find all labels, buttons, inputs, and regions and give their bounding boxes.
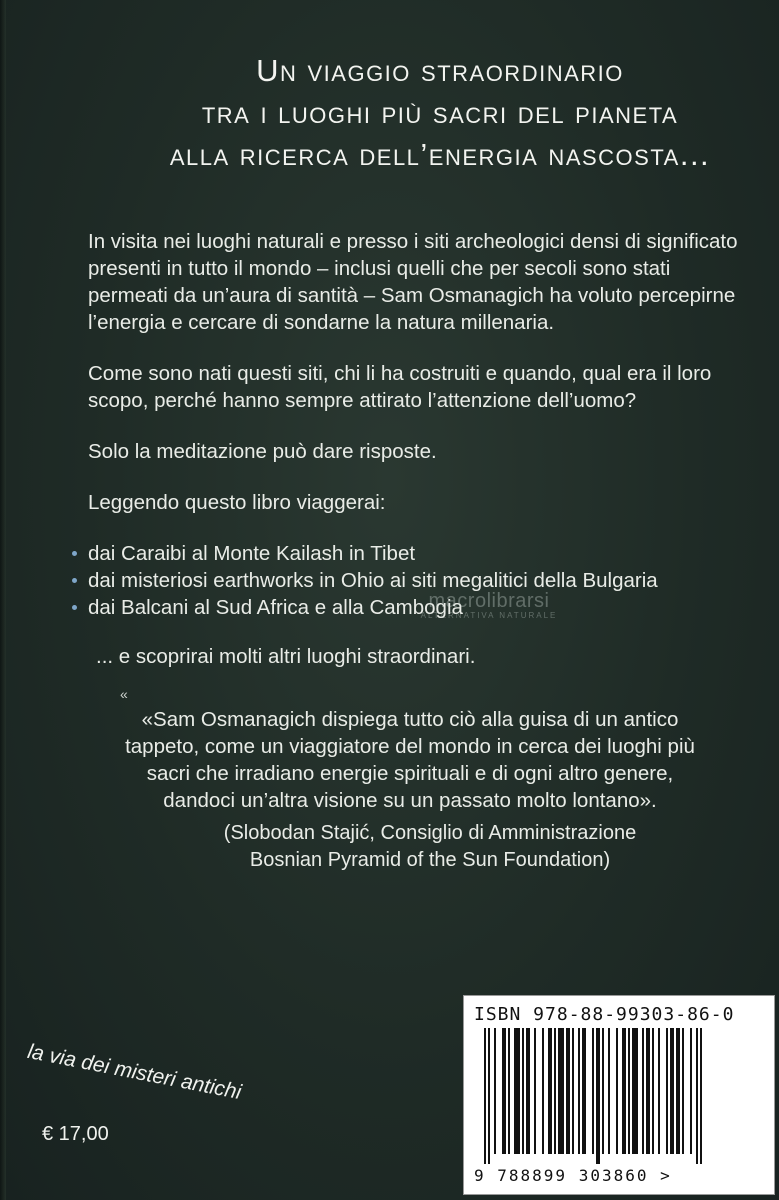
- barcode-bar: [508, 1028, 510, 1154]
- barcode-bar: [628, 1028, 630, 1154]
- quote-mark: «: [120, 686, 128, 702]
- isbn-label: ISBN 978-88-99303-86-0: [474, 1004, 735, 1025]
- barcode-bar: [658, 1028, 660, 1154]
- barcode-bar: [558, 1028, 564, 1154]
- barcode-digits: 9 788899 303860 >: [474, 1166, 672, 1185]
- barcode-bar: [582, 1028, 586, 1154]
- headline-line-3: alla ricerca dell’energia nascosta...: [169, 137, 711, 172]
- bullet-dot-icon: [72, 605, 77, 610]
- travel-intro: Leggendo questo libro viaggerai:: [88, 491, 386, 514]
- barcode-bar: [622, 1028, 626, 1154]
- barcode-bar: [514, 1028, 520, 1154]
- barcode-bar: [676, 1028, 680, 1154]
- barcode-bar: [616, 1028, 618, 1154]
- barcode-bar: [646, 1028, 650, 1154]
- barcode-bar: [484, 1028, 486, 1164]
- list-item: [88, 540, 738, 567]
- attribution-line-1: (Slobodan Stajić, Consiglio di Amministrazione: [223, 822, 637, 844]
- closing-line: ... e scoprirai molti altri luoghi straordinari.: [96, 645, 476, 668]
- blurb: [88, 228, 738, 694]
- barcode-bar: [572, 1028, 574, 1154]
- barcode-bar: [548, 1028, 552, 1154]
- barcode-icon: [484, 1028, 754, 1164]
- intro-paragraph: In visita nei luoghi naturali e presso i siti archeologici densi di significato presenti in tutto il mondo – inclusi quelli che per secoli sono stati permeati da un’aura di santità – Sam Osmanagich ha voluto percepirne l’energia e cercare di sondarne la natura millenaria.: [88, 230, 738, 334]
- barcode-bar: [696, 1028, 698, 1164]
- watermark-tagline: ALTERNATIVA NATURALE: [420, 611, 558, 620]
- store-watermark: [414, 590, 564, 620]
- barcode-bar: [690, 1028, 692, 1154]
- spine-edge: [0, 0, 6, 1200]
- barcode-bar: [502, 1028, 506, 1154]
- headline-line-2: tra i luoghi più sacri del pianeta: [201, 95, 679, 130]
- bullet-dot-icon: [72, 578, 77, 583]
- barcode-bar: [700, 1028, 702, 1164]
- barcode-bar: [642, 1028, 644, 1154]
- headline-line-1: Un viaggio straordinario: [256, 53, 624, 88]
- headline: [140, 50, 740, 176]
- barcode-bar: [522, 1028, 524, 1154]
- testimonial-quote: «Sam Osmanagich dispiega tutto ciò alla guisa di un antico tappeto, come un viaggiatore del mondo in cerca dei luoghi più sacri che irradiano energie spirituali e di ogni altro genere, dandoci un’altra visione su un passato molto lontano».: [125, 708, 695, 812]
- barcode-bar: [592, 1028, 594, 1154]
- barcode-bar: [526, 1028, 530, 1154]
- barcode-bar: [542, 1028, 544, 1154]
- meditation-paragraph: Solo la meditazione può dare risposte.: [88, 440, 437, 463]
- watermark-name: macrolibrarsi: [428, 590, 550, 612]
- attribution-line-2: Bosnian Pyramid of the Sun Foundation): [249, 849, 611, 871]
- price: € 17,00: [42, 1123, 109, 1145]
- bullet-dot-icon: [72, 551, 77, 556]
- list-item-text: dai Balcani al Sud Africa e alla Cambogia: [88, 596, 463, 619]
- barcode-bar: [488, 1028, 490, 1164]
- barcode-bar: [652, 1028, 654, 1154]
- barcode-bar: [682, 1028, 684, 1154]
- barcode-bar: [566, 1028, 570, 1154]
- series-title: la via dei misteri antichi: [25, 1040, 244, 1105]
- list-item: [88, 594, 738, 621]
- barcode-bar: [632, 1028, 638, 1154]
- question-paragraph: Come sono nati questi siti, chi li ha costruiti e quando, qual era il loro scopo, perché hanno sempre attirato l’attenzione dell’uomo?: [88, 362, 712, 412]
- barcode-bar: [494, 1028, 496, 1154]
- barcode-bar: [534, 1028, 536, 1154]
- quote-attribution: [160, 820, 700, 874]
- list-item-text: dai misteriosi earthworks in Ohio ai siti megalitici della Bulgaria: [88, 569, 658, 592]
- barcode-bar: [602, 1028, 604, 1154]
- barcode-bar: [596, 1028, 600, 1164]
- barcode-bar: [670, 1028, 674, 1154]
- list-item-text: dai Caraibi al Monte Kailash in Tibet: [88, 542, 416, 565]
- barcode-bar: [666, 1028, 668, 1154]
- barcode-bar: [578, 1028, 580, 1154]
- destination-list: [88, 540, 738, 621]
- list-item: [88, 567, 738, 594]
- barcode-bar: [554, 1028, 556, 1154]
- barcode-panel: [463, 995, 775, 1195]
- barcode-bar: [608, 1028, 610, 1154]
